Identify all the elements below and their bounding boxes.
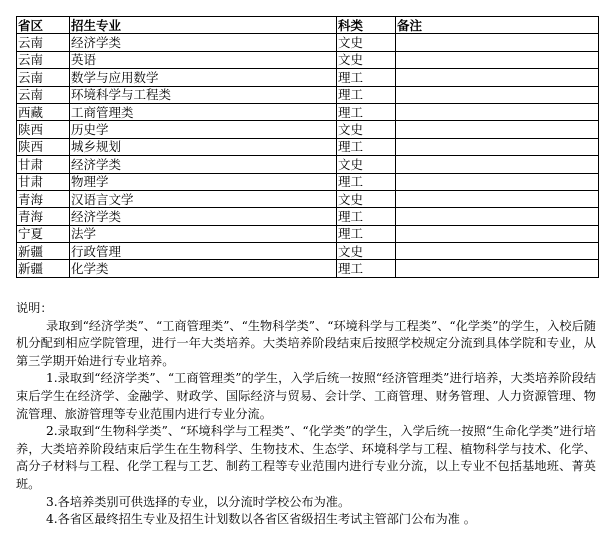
- cell-province: 甘肃: [17, 173, 70, 190]
- cell-category: 理工: [337, 225, 396, 242]
- notes-paragraph-3: 3.各培养类别可供选择的专业，以分流时学校公布为准。: [46, 494, 351, 509]
- cell-category: 理工: [337, 138, 396, 155]
- notes-paragraph-intro: 录取到“经济学类”、“工商管理类”、“生物科学类”、“环境科学与工程类”、“化学类”的学生，入校后随机分配到相应学院管理，进行一年大类培养。大类培养阶段结束后按照学校规定分流到具体学院和专业，从第三学期开始进行专业培养。: [16, 318, 596, 368]
- table-row: [17, 69, 599, 86]
- cell-major: 物理学: [70, 173, 337, 190]
- cell-major: 行政管理: [70, 243, 337, 260]
- cell-category: 理工: [337, 260, 396, 277]
- cell-note: [396, 69, 599, 86]
- cell-province: 新疆: [17, 260, 70, 277]
- table-row: [17, 173, 599, 190]
- cell-major: 经济学类: [70, 156, 337, 173]
- cell-province: 陕西: [17, 121, 70, 138]
- cell-major: 城乡规划: [70, 138, 337, 155]
- cell-note: [396, 243, 599, 260]
- cell-province: 陕西: [17, 138, 70, 155]
- cell-province: 云南: [17, 34, 70, 51]
- table-row: [17, 121, 599, 138]
- cell-note: [396, 156, 599, 173]
- cell-note: [396, 103, 599, 120]
- table-row: [17, 103, 599, 120]
- cell-province: 云南: [17, 69, 70, 86]
- table-row: [17, 34, 599, 51]
- table-row: [17, 86, 599, 103]
- cell-province: 新疆: [17, 243, 70, 260]
- header-category: 科类: [337, 17, 396, 34]
- cell-category: 理工: [337, 173, 396, 190]
- table-row: [17, 225, 599, 242]
- enrollment-table: [16, 16, 599, 278]
- cell-category: 文史: [337, 121, 396, 138]
- cell-province: 云南: [17, 86, 70, 103]
- enrollment-table-container: [16, 16, 598, 278]
- notes-paragraph-1: 1.录取到“经济学类”、“工商管理类”的学生，入学后统一按照“经济管理类”进行培养，大类培养阶段结束后学生在经济学、金融学、财政学、国际经济与贸易、会计学、工商管理、财务管理、人力资源管理、物流管理、旅游管理等专业范围内进行专业分流。: [16, 371, 596, 421]
- cell-note: [396, 121, 599, 138]
- cell-province: 宁夏: [17, 225, 70, 242]
- table-row: [17, 156, 599, 173]
- cell-note: [396, 260, 599, 277]
- header-province: 省区: [17, 17, 70, 34]
- cell-major: 经济学类: [70, 208, 337, 225]
- cell-major: 环境科学与工程类: [70, 86, 337, 103]
- cell-major: 工商管理类: [70, 103, 337, 120]
- cell-major: 历史学: [70, 121, 337, 138]
- cell-category: 理工: [337, 208, 396, 225]
- cell-note: [396, 190, 599, 207]
- table-row: [17, 51, 599, 68]
- cell-province: 甘肃: [17, 156, 70, 173]
- cell-major: 法学: [70, 225, 337, 242]
- table-row: [17, 243, 599, 260]
- cell-major: 化学类: [70, 260, 337, 277]
- cell-province: 青海: [17, 190, 70, 207]
- notes-paragraph-4: 4.各省区最终招生专业及招生计划数以各省区省级招生考试主管部门公布为准 。: [46, 512, 476, 527]
- cell-note: [396, 173, 599, 190]
- cell-note: [396, 34, 599, 51]
- table-row: [17, 260, 599, 277]
- cell-note: [396, 86, 599, 103]
- cell-category: 文史: [337, 51, 396, 68]
- cell-category: 理工: [337, 103, 396, 120]
- cell-major: 经济学类: [70, 34, 337, 51]
- cell-note: [396, 225, 599, 242]
- table-row: [17, 138, 599, 155]
- notes-section: [16, 300, 596, 529]
- table-header-row: [17, 17, 599, 34]
- cell-major: 数学与应用数学: [70, 69, 337, 86]
- cell-category: 文史: [337, 243, 396, 260]
- table-row: [17, 190, 599, 207]
- cell-category: 文史: [337, 190, 396, 207]
- notes-paragraph-2: 2.录取到“生物科学类”、“环境科学与工程类”、“化学类”的学生，入学后统一按照“生命化学类”进行培养，大类培养阶段结束后学生在生物科学、生物技术、生态学、环境科学与工程、植物科学与技术、化学、高分子材料与工程、化学工程与工艺、制药工程等专业范围内进行专业分流，以上专业不包括基地班、菁英班。: [16, 424, 596, 491]
- cell-note: [396, 138, 599, 155]
- cell-category: 理工: [337, 86, 396, 103]
- cell-major: 英语: [70, 51, 337, 68]
- cell-province: 云南: [17, 51, 70, 68]
- table-row: [17, 208, 599, 225]
- cell-category: 理工: [337, 69, 396, 86]
- notes-title: 说明：: [16, 301, 53, 315]
- cell-category: 文史: [337, 156, 396, 173]
- cell-category: 文史: [337, 34, 396, 51]
- table-body: [17, 34, 599, 277]
- header-major: 招生专业: [70, 17, 337, 34]
- cell-note: [396, 51, 599, 68]
- cell-note: [396, 208, 599, 225]
- header-note: 备注: [396, 17, 599, 34]
- cell-province: 西藏: [17, 103, 70, 120]
- cell-province: 青海: [17, 208, 70, 225]
- cell-major: 汉语言文学: [70, 190, 337, 207]
